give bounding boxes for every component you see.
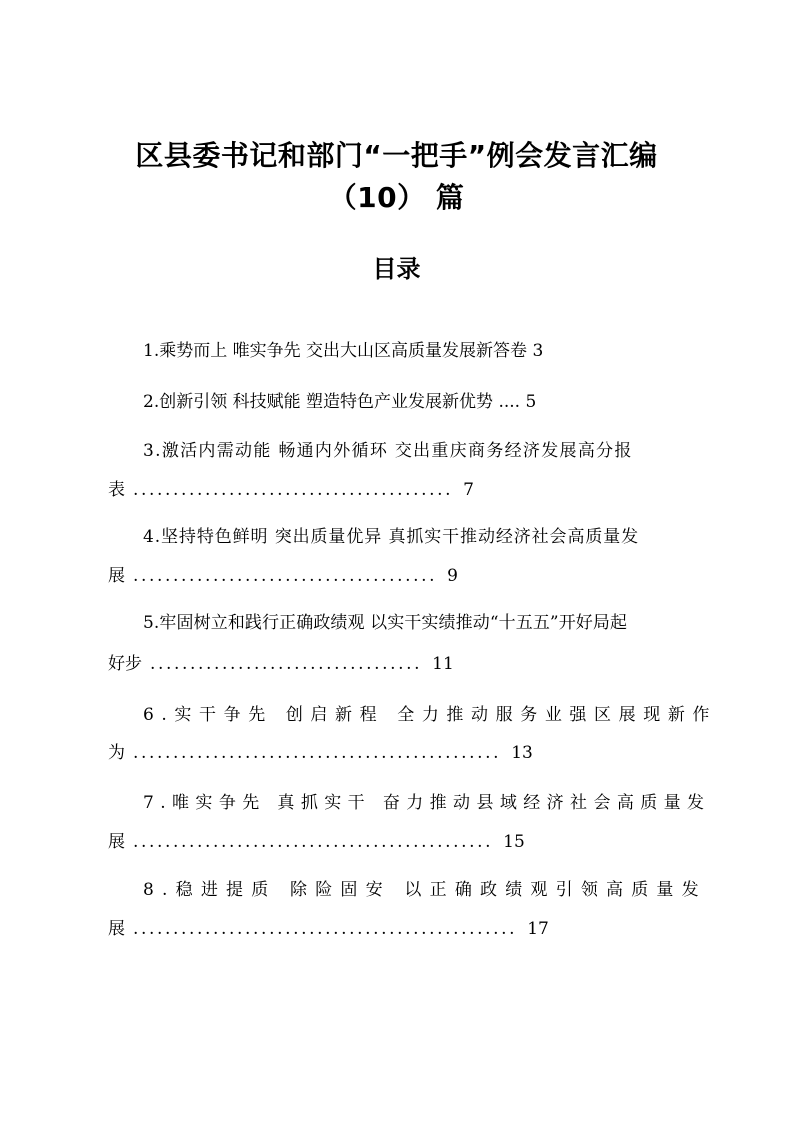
- toc-entry-number: 6.: [143, 705, 175, 725]
- toc-entry-3-continuation[interactable]: [108, 480, 474, 500]
- toc-entry-text-cont: 展: [108, 832, 125, 852]
- toc-entry-2[interactable]: [143, 392, 690, 412]
- toc-entry-4[interactable]: [143, 527, 690, 547]
- toc-entry-5[interactable]: [143, 613, 690, 633]
- toc-page-number: 9: [447, 566, 458, 586]
- toc-entry-8-continuation[interactable]: [108, 919, 549, 939]
- toc-entry-text: 乘势而上 唯实争先 交出大山区高质量发展新答卷 3: [159, 341, 544, 361]
- toc-entry-1[interactable]: [143, 341, 690, 361]
- document-title-line2: （10） 篇: [328, 181, 465, 214]
- toc-entry-text-cont: 好步: [108, 654, 142, 674]
- toc-entry-6[interactable]: [143, 705, 718, 725]
- toc-entry-8[interactable]: [143, 880, 707, 900]
- toc-entry-7[interactable]: [143, 793, 711, 813]
- toc-page-number: 13: [511, 743, 533, 763]
- toc-entry-text: 激活内需动能 畅通内外循环 交出重庆商务经济发展高分报: [161, 441, 633, 461]
- toc-entry-text: 稳进提质 除险固安 以正确政绩观引领高质量发: [175, 880, 707, 900]
- toc-leader-dots: ..................................: [150, 654, 423, 674]
- toc-entry-6-continuation[interactable]: [108, 743, 533, 763]
- toc-entry-text: 唯实争先 真抓实干 奋力推动县域经济社会高质量发: [172, 793, 711, 813]
- toc-leader-dots: .............................................: [133, 832, 494, 852]
- toc-entry-text-cont: 表: [108, 480, 125, 500]
- toc-page-number: 11: [432, 654, 454, 674]
- toc-entry-text: 实干争先 创启新程 全力推动服务业强区展现新作: [174, 705, 718, 725]
- toc-entry-text-cont: 展: [108, 566, 125, 586]
- toc-entry-text-cont: 为: [108, 743, 125, 763]
- toc-leader-dots: ................................................: [133, 919, 518, 939]
- toc-entry-text: 坚持特色鲜明 突出质量优异 真抓实干推动经济社会高质量发: [161, 527, 640, 547]
- toc-entry-number: 3.: [143, 441, 162, 461]
- toc-entry-3[interactable]: [143, 441, 690, 461]
- toc-entry-number: 4.: [143, 527, 162, 547]
- toc-entry-text: 牢固树立和践行正确政绩观 以实干实绩推动“十五五”开好局起: [159, 613, 628, 633]
- toc-entry-7-continuation[interactable]: [108, 832, 525, 852]
- toc-entry-number: 7.: [143, 793, 173, 813]
- toc-leader-dots: ......................................: [133, 566, 438, 586]
- toc-entry-text-cont: 展: [108, 919, 125, 939]
- toc-page-number: 17: [527, 919, 549, 939]
- toc-entry-number: 5.: [143, 613, 160, 633]
- toc-heading: 目录: [372, 255, 421, 283]
- toc-entry-number: 1.: [143, 341, 160, 361]
- toc-page-number: 15: [503, 832, 525, 852]
- toc-entry-number: 8.: [143, 880, 176, 900]
- toc-page-number: 7: [463, 480, 474, 500]
- document-title-line1: 区县委书记和部门“一把手”例会发言汇编: [135, 139, 658, 172]
- toc-entry-5-continuation[interactable]: [108, 654, 454, 674]
- toc-leader-dots: ..............................................: [133, 743, 502, 763]
- toc-leader-dots: ........................................: [133, 480, 454, 500]
- toc-entry-number: 2.: [143, 392, 160, 412]
- toc-entry-4-continuation[interactable]: [108, 566, 458, 586]
- toc-entry-text: 创新引领 科技赋能 塑造特色产业发展新优势 .... 5: [159, 392, 537, 412]
